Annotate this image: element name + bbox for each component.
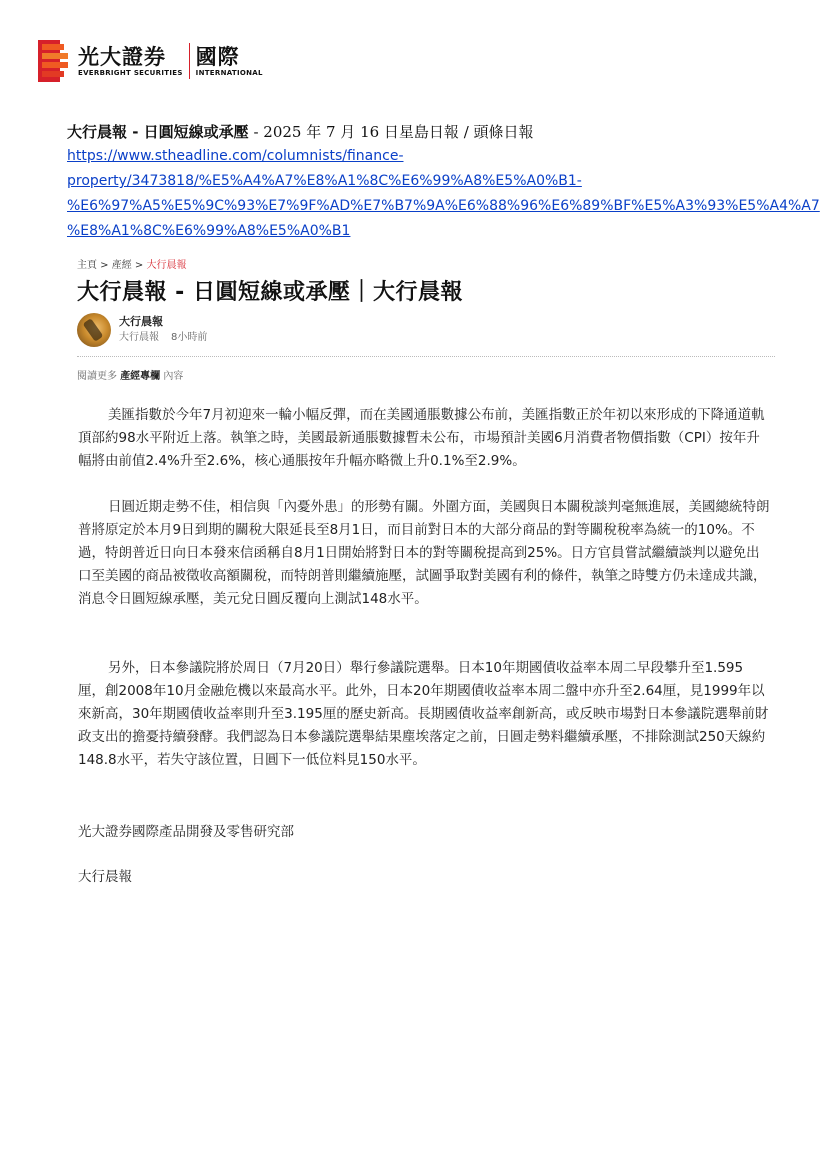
- read-more-link[interactable]: 產經專欄: [120, 371, 161, 382]
- author-name[interactable]: 大行晨報: [119, 315, 163, 328]
- logo-intl-chinese: 國際: [195, 44, 240, 69]
- department-credit: 光大證券國際產品開發及零售研究部: [78, 824, 294, 840]
- article-paragraph-1: 美匯指數於今年7月初迎來一輪小幅反彈，而在美國通脹數據公布前，美匯指數正於年初以來形成的下降通道軌頂部約98水平附近上落。執筆之時，美國最新通脹數據暫未公布，市場預計美國6月消費者物價指數（CPI）按年升幅將由前值2.4%升至2.6%，核心通脹按年升幅亦略微上升0.1%至2.9%。: [78, 407, 765, 469]
- signoff: 大行晨報: [78, 869, 132, 885]
- source-url-line-2[interactable]: property/3473818/%E5%A4%A7%E8%A1%8C%E6%99%A8%E5%A0%B1-: [67, 173, 582, 189]
- citation-title: 大行晨報 - 日圓短線或承壓: [67, 123, 249, 141]
- logo-english-name: EVERBRIGHT SECURITIES: [78, 68, 183, 77]
- source-url-line-1[interactable]: https://www.stheadline.com/columnists/finance-: [67, 148, 404, 164]
- breadcrumb-home[interactable]: 主頁: [77, 260, 97, 271]
- citation-line: [67, 122, 777, 143]
- logo-divider: [189, 43, 190, 79]
- logo-intl-english: INTERNATIONAL: [195, 68, 263, 77]
- logo-chinese-name: 光大證券: [78, 44, 166, 69]
- author-meta: [119, 330, 207, 346]
- breadcrumb: [77, 256, 187, 271]
- author-column: 大行晨報: [119, 332, 159, 343]
- read-more: [77, 367, 183, 382]
- read-more-prefix: 閱讀更多: [77, 371, 117, 382]
- article-paragraph-3: 另外，日本參議院將於周日（7月20日）舉行參議院選舉。日本10年期國債收益率本周二早段攀升至1.595厘，創2008年10月金融危機以來最高水平。此外，日本20年期國債收益率本周二盤中亦升至2.64厘，見1999年以來新高，30年期國債收益率則升至3.195厘的歷史新高。長期國債收益率創新高，或反映市場對日本參議院選舉前財政支出的擔憂持續發酵。我們認為日本參議院選舉結果塵埃落定之前，日圓走勢料繼續承壓，不排除測試250天線約148.8水平，若失守該位置，日圓下一低位料見150水平。: [78, 660, 769, 768]
- breadcrumb-current[interactable]: 大行晨報: [146, 260, 187, 271]
- company-logo: [38, 40, 263, 82]
- everbright-logo-icon: [38, 40, 70, 82]
- read-more-suffix: 內容: [163, 371, 184, 382]
- author-avatar[interactable]: [77, 313, 111, 347]
- article-paragraph-2: 日圓近期走勢不佳，相信與「內憂外患」的形勢有關。外圍方面，美國與日本關稅談判毫無進展，美國總統特朗普將原定於本月9日到期的關稅大限延長至8月1日，而目前對日本的大部分商品的對等關稅稅率為統一的10%。不過，特朗普近日向日本發來信函稱自8月1日開始將對日本的對等關稅提高到25%。日方官員嘗試繼續談判以避免出口至美國的商品被徵收高額關稅，而特朗普則繼續施壓，試圖爭取對美國有利的條件，執筆之時雙方仍未達成共識，消息令日圓短線承壓，美元兌日圓反覆向上測試148水平。: [78, 499, 770, 607]
- breadcrumb-section[interactable]: 產經: [111, 260, 132, 271]
- source-url-line-3[interactable]: %E6%97%A5%E5%9C%93%E7%9F%AD%E7%B7%9A%E6%88%96%E6%89%BF%E5%A3%93%E5%A4%A7: [67, 198, 820, 214]
- source-url-line-4[interactable]: %E8%A1%8C%E6%99%A8%E5%A0%B1: [67, 223, 351, 239]
- article-headline: 大行晨報 - 日圓短線或承壓｜大行晨報: [77, 280, 463, 305]
- breadcrumb-separator: >: [131, 260, 147, 271]
- breadcrumb-separator: >: [97, 260, 112, 271]
- citation-source: - 2025 年 7 月 16 日星島日報 / 頭條日報: [248, 123, 534, 141]
- author-block: [77, 313, 207, 347]
- publish-time: 8小時前: [171, 332, 208, 343]
- divider: [77, 356, 775, 357]
